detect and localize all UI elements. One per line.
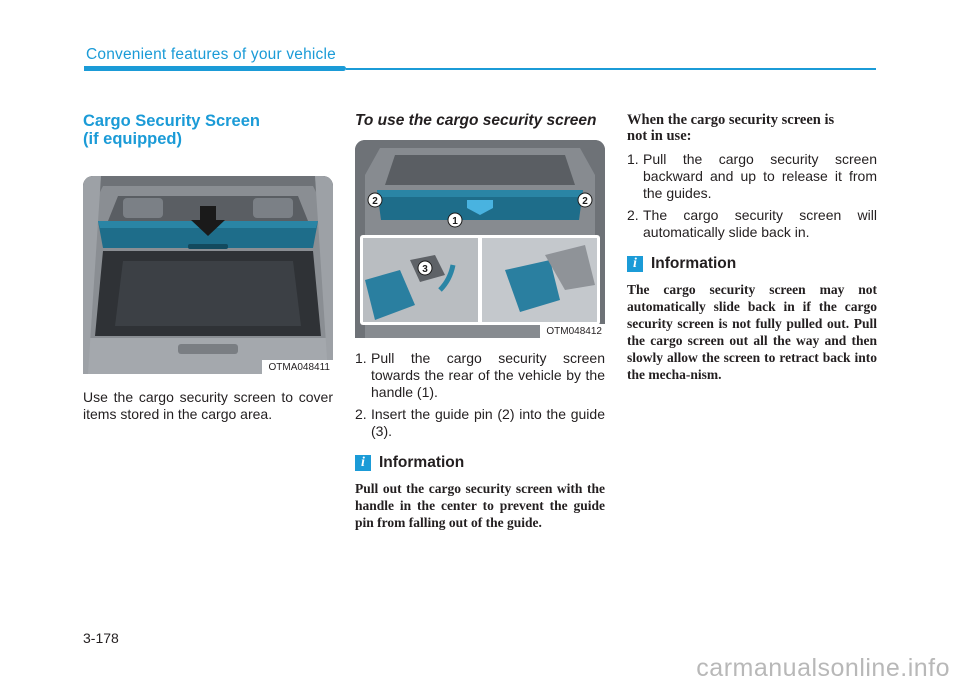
information-heading (355, 454, 605, 472)
header-rule-thick (84, 66, 346, 71)
right-column (627, 112, 877, 383)
callout-3: 3 (422, 264, 428, 275)
callout-1: 1 (452, 216, 458, 227)
steps-list (627, 151, 877, 241)
list-item: 1. Pull the cargo security screen towards the rear of the vehicle by the handle (1). (355, 350, 605, 400)
figure-guide-pin (355, 140, 605, 338)
figure-caption: OTM048412 (540, 324, 605, 338)
information-text: The cargo security screen may not automatically slide back in if the cargo security screen is not fully pulled out. Pull the cargo screen out all the way and then slowly allow the screen to retract back into the mecha-nism. (627, 282, 877, 382)
right-heading: When the cargo security screen is not in use: (627, 112, 835, 144)
left-column (83, 112, 333, 423)
list-item: 2. The cargo security screen will automatically slide back in. (627, 207, 877, 240)
body-paragraph: Use the cargo security screen to cover items stored in the cargo area. (83, 389, 333, 422)
information-label: Information (651, 255, 737, 272)
callout-2-left: 2 (372, 196, 378, 207)
subheading: To use the cargo security screen (355, 112, 597, 129)
information-heading (627, 255, 877, 273)
figure-caption: OTMA048411 (262, 360, 333, 374)
guide-pin-illustration (355, 140, 605, 338)
chapter-title: Convenient features of your vehicle (86, 46, 336, 63)
list-item: 1. Pull the cargo security screen backward and up to release it from the guides. (627, 151, 877, 201)
figure-cargo-area (83, 176, 333, 374)
middle-column (355, 112, 605, 531)
steps-list (355, 350, 605, 440)
watermark: carmanualsonline.info (696, 654, 950, 682)
cargo-area-illustration (83, 176, 333, 374)
page-number: 3-178 (83, 630, 119, 646)
list-item: 2. Insert the guide pin (2) into the guide (3). (355, 406, 605, 439)
callout-2-right: 2 (582, 196, 588, 207)
header-rule-thin (346, 68, 876, 70)
info-icon: i (355, 455, 371, 471)
info-icon: i (627, 256, 643, 272)
information-label: Information (379, 454, 465, 471)
information-text: Pull out the cargo security screen with the handle in the center to prevent the guide pin from falling out of the guide. (355, 481, 605, 530)
section-title: Cargo Security Screen (if equipped) (83, 112, 260, 148)
